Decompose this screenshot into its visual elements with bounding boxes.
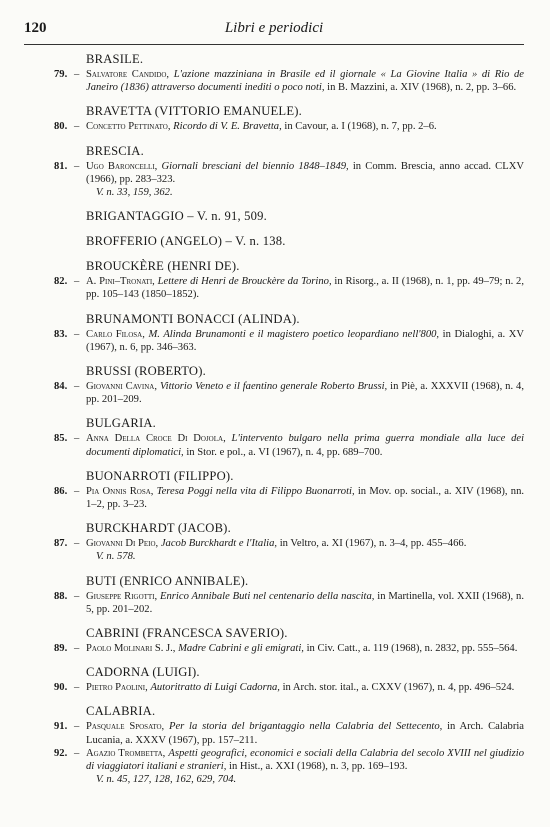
entry-number: 85. [54,433,68,445]
bibliography-entry [24,68,524,94]
entry-title: Autoritratto di Luigi Cadorna, [150,682,280,694]
subject-heading: CADORNA (LUIGI). [86,665,200,680]
entry-citation: in Cavour, a. I (1968), n. 7, pp. 2–6. [281,121,437,133]
entry-dash: – [74,160,80,172]
entry-dash: – [74,485,80,497]
entry-author: Carlo Filosa, [86,328,145,340]
entry-title: Enrico Annibale Buti nel centenario della nascita, [160,590,375,602]
bibliography-entry [24,642,524,655]
subject-heading: BRIGANTAGGIO – V. n. 91, 509. [86,209,267,224]
entry-text [86,380,524,406]
entry-number: 86. [54,485,68,497]
entry-title: M. Alinda Brunamonti e il magistero poetico leopardiano nell'800, [148,328,440,340]
subject-heading: BURCKHARDT (JACOB). [86,521,231,536]
entry-author: Agazio Trombetta, [86,747,166,759]
running-title: Libri e periodici [224,20,324,36]
bibliography-entry [24,747,524,787]
bibliography-entry [24,160,524,200]
entry-author: Giovanni Di Peio, [86,538,159,550]
page-number: 120 [24,20,47,36]
bibliography-entry [24,432,524,458]
entry-author: Giovanni Cavina, [86,381,157,393]
entry-dash: – [74,643,80,655]
cross-reference: V. n. 33, 159, 362. [96,187,173,199]
entry-citation: in Arch. stor. ital., a. CXXV (1967), n. 4, pp. 496–524. [279,682,515,694]
entry-dash: – [74,381,80,393]
entry-number: 92. [54,747,68,759]
entry-citation: in Veltro, a. XI (1967), n. 3–4, pp. 455–466. [277,538,467,550]
entry-citation: in Civ. Catt., a. 119 (1968), n. 2832, pp. 555–564. [303,643,518,655]
bibliography-entry [24,380,524,406]
entry-author: Pietro Paolini, [86,682,148,694]
entry-text [86,275,524,301]
bibliography-entry [24,120,524,133]
entry-citation: in Piè, a. XXXVII (1968), n. 4, pp. 201–209. [86,381,524,406]
entry-title: Ricordo di V. E. Bravetta, [173,121,282,133]
header-rule [24,44,524,45]
entry-author: Paolo Molinari S. J., [86,643,176,655]
entry-text [86,720,524,746]
entry-text [86,642,524,655]
entry-citation: in Risorg., a. II (1968), n. 1, pp. 49–79; n. 2, pp. 105–143 (1850–1852). [86,276,524,301]
bibliography-list [24,52,524,786]
bibliography-entry [24,720,524,746]
bibliography-entry [24,590,524,616]
subject-heading: BULGARIA. [86,416,157,431]
entry-author: Anna Della Croce Di Dojola, [86,433,226,445]
entry-author: Pasquale Sposato, [86,721,165,733]
entry-citation: in Martinella, vol. XXII (1968), n. 5, pp. 201–202. [86,590,524,615]
entry-text [86,537,524,550]
entry-title: Aspetti geografici, economici e sociali della Calabria del secolo XVIII nel giudizio di viaggiatori italiani e stranieri, [86,747,524,773]
entry-number: 89. [54,643,68,655]
entry-number: 82. [54,276,68,288]
entry-dash: – [74,538,80,550]
entry-text [86,681,524,694]
entry-text [86,747,524,773]
entry-author: Giuseppe Rigotti, [86,590,158,602]
entry-dash: – [74,682,80,694]
entry-dash: – [74,328,80,340]
subject-heading: BRUNAMONTI BONACCI (ALINDA). [86,311,300,326]
entry-number: 91. [54,721,68,733]
entry-author: Pia Onnis Rosa, [86,485,154,497]
entry-number: 83. [54,328,68,340]
entry-citation: in Stor. e pol., a. VI (1967), n. 4, pp. 689–700. [183,446,383,458]
subject-heading: BROFFERIO (ANGELO) – V. n. 138. [86,234,286,249]
entry-number: 87. [54,538,68,550]
entry-dash: – [74,590,80,602]
entry-number: 88. [54,590,68,602]
entry-text [86,432,524,458]
entry-author: Salvatore Candido, [86,69,170,80]
entry-citation: in Dialoghi, a. XV (1967), n. 6, pp. 346–363. [86,328,525,353]
entry-citation: in Hist., a. XXI (1968), n. 3, pp. 169–193. [226,761,408,773]
entry-citation: in Comm. Brescia, anno accad. CLXV (1966), pp. 283–323. [86,160,524,185]
entry-dash: – [74,721,80,733]
entry-title: Vittorio Veneto e il faentino generale Roberto Brussi, [159,381,388,393]
entry-title: L'intervento bulgaro nella prima guerra mondiale alla luce dei documenti diplomatici, [86,433,525,458]
entry-number: 90. [54,682,68,694]
entry-author: Ugo Baroncelli, [86,160,158,172]
entry-text [86,68,524,94]
bibliography-entry [24,537,524,563]
subject-heading: BUONARROTI (FILIPPO). [86,468,234,483]
entry-title: Giornali bresciani del biennio 1848–1849, [161,160,349,172]
entry-number: 81. [54,160,68,172]
bibliography-entry [24,328,524,354]
entry-author: A. Pini–Tronati, [86,276,155,288]
subject-heading: CABRINI (FRANCESCA SAVERIO). [86,626,288,641]
subject-heading: CALABRIA. [86,704,156,719]
bibliography-entry [24,485,524,511]
entry-title: Teresa Poggi nella vita di Filippo Buonarroti, [156,485,355,497]
bibliography-entry [24,275,524,301]
entry-title: Per la storia del brigantaggio nella Calabria del Settecento, [168,721,443,733]
entry-author: Concetto Pettinato, [86,121,171,133]
entry-dash: – [74,121,80,133]
entry-number: 79. [54,69,68,80]
entry-text [86,485,524,511]
entry-dash: – [74,69,80,80]
bibliography-entry [24,681,524,694]
entry-text [86,160,524,186]
subject-heading: BUTI (ENRICO ANNIBALE). [86,573,249,588]
entry-dash: – [74,276,80,288]
subject-heading: BRUSSI (ROBERTO). [86,364,206,379]
entry-text [86,590,524,616]
subject-heading: BROUCKÈRE (HENRI DE). [86,259,240,274]
cross-reference: V. n. 578. [96,551,136,563]
entry-text [86,328,524,354]
entry-dash: – [74,747,80,759]
entry-citation: in Mov. op. social., a. XIV (1968), nn. 1–2, pp. 3–23. [86,485,525,511]
running-head [24,20,524,42]
entry-citation: in B. Mazzini, a. XIV (1968), n. 2, pp. 3–66. [324,82,517,94]
entry-title: L'azione mazziniana in Brasile ed il giornale « La Giovine Italia » di Rio de Janeiro (1836) attraverso documenti inediti o poco noti, [86,69,524,94]
entry-title: Jacob Burckhardt e l'Italia, [160,538,278,550]
entry-title: Lettere di Henri de Brouckère da Torino, [157,276,332,288]
subject-heading: BRESCIA. [86,143,144,158]
cross-reference: V. n. 45, 127, 128, 162, 629, 704. [96,774,237,786]
entry-number: 84. [54,381,68,393]
entry-number: 80. [54,121,68,133]
entry-dash: – [74,433,80,445]
entry-text [86,120,524,133]
entry-title: Madre Cabrini e gli emigrati, [178,643,304,655]
subject-heading: BRASILE. [86,52,144,66]
entry-citation: in Arch. Calabria Lucania, a. XXXV (1967), pp. 157–211. [86,721,524,746]
subject-heading: BRAVETTA (VITTORIO EMANUELE). [86,104,302,119]
